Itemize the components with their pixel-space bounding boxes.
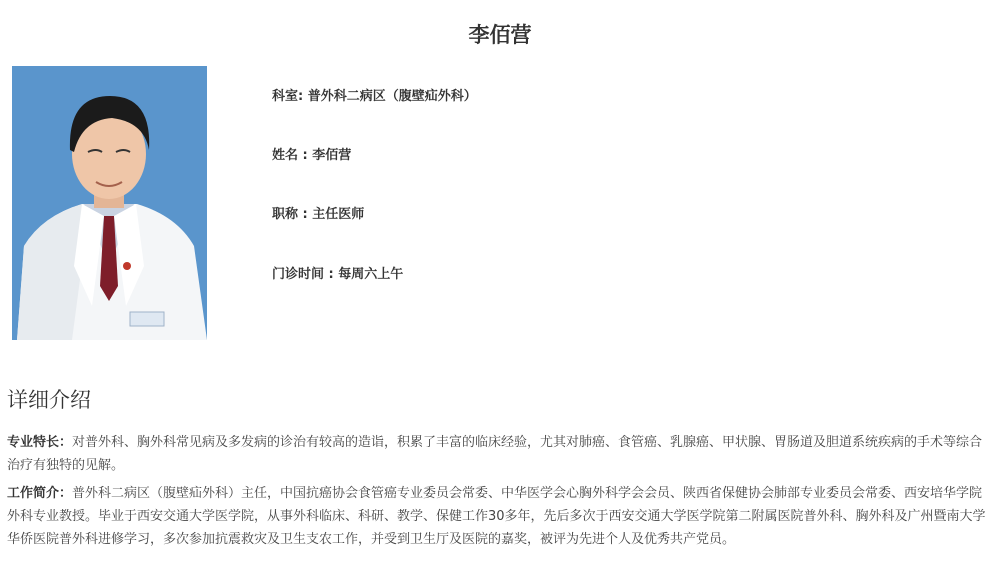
work-label: 工作简介： <box>7 486 73 501</box>
specialty-label: 专业特长： <box>7 435 73 450</box>
clinic-time-row <box>272 266 403 284</box>
name-row <box>272 147 351 165</box>
clinic-time-value: 每周六上午 <box>338 267 404 282</box>
doctor-portrait-image <box>12 66 207 340</box>
doctor-photo <box>12 66 207 340</box>
position-value: 主任医师 <box>312 207 365 222</box>
doctor-name-title: 李佰营 <box>468 23 532 47</box>
position-label: 职称 : <box>272 207 308 222</box>
specialty-text: 对普外科、胸外科常见病及多发病的诊治有较高的造诣，积累了丰富的临床经验，尤其对肺癌、食管癌、乳腺癌、甲状腺、胃肠道及胆道系统疾病的手术等综合治疗有独特的见解。 <box>7 435 983 473</box>
department-row <box>272 88 477 106</box>
work-text: 普外科二病区（腹壁疝外科）主任，中国抗癌协会食管癌专业委员会常委、中华医学会心胸外科学会会员、陕西省保健协会肺部专业委员会常委、西安培华学院外科专业教授。毕业于西安交通大学医学院，从事外科临床、科研、教学、保健工作30多年，先后多次于西安交通大学医学院第二附属医院普外科、胸外科及广州暨南大学华侨医院普外科进修学习，多次参加抗震救灾及卫生支农工作，并受到卫生厅及医院的嘉奖，被评为先进个人及优秀共产党员。 <box>7 486 986 547</box>
specialty-paragraph <box>7 431 993 477</box>
department-value: 普外科二病区（腹壁疝外科） <box>307 89 477 104</box>
department-label: 科室: <box>272 89 304 104</box>
details-heading: 详细介绍 <box>7 388 91 412</box>
position-row <box>272 206 364 224</box>
name-label: 姓名 : <box>272 148 308 163</box>
name-value: 李佰营 <box>312 148 352 163</box>
work-paragraph <box>7 482 993 551</box>
clinic-time-label: 门诊时间 : <box>272 267 334 282</box>
